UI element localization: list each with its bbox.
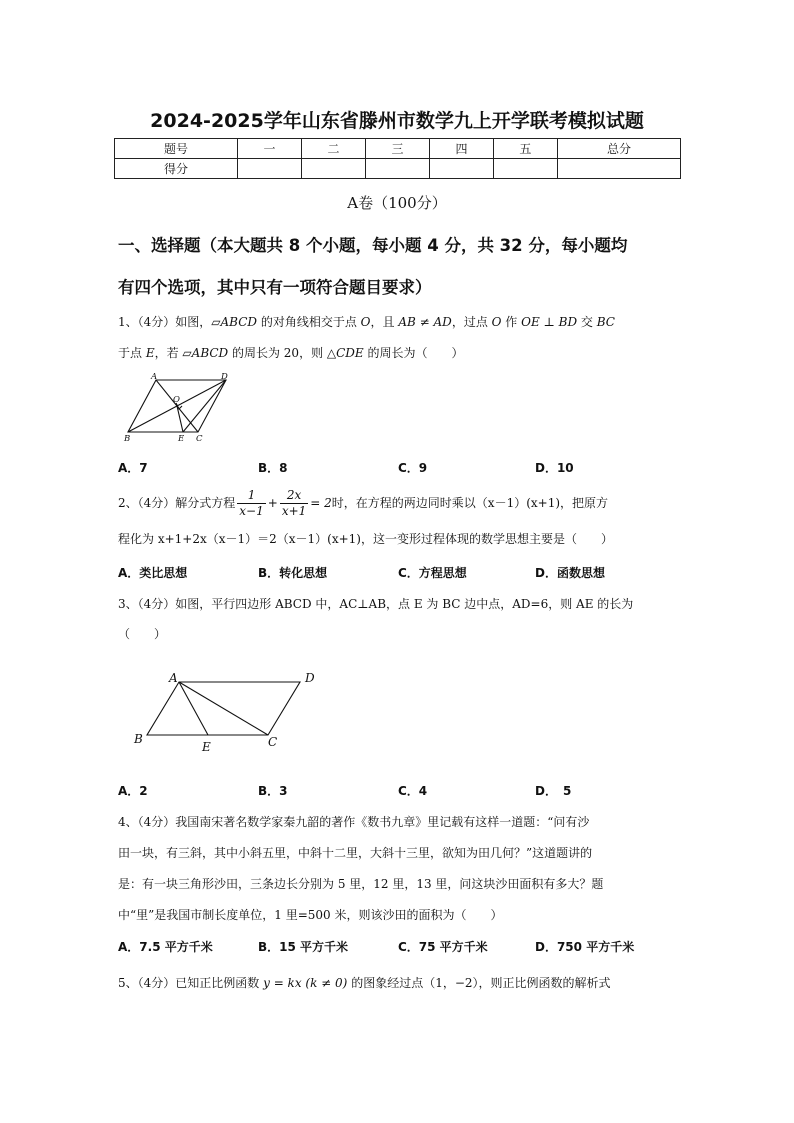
- q1-cde: △CDE: [326, 346, 364, 360]
- q1-text: 的周长为（ ）: [363, 346, 464, 360]
- q4-line2: 田一块，有三斜，其中小斜五里，中斜十二里，大斜十三里，欲知为田几何？”这道题讲的: [118, 846, 593, 860]
- q4-option-d[interactable]: D．750 平方千米: [535, 940, 635, 954]
- q1-label-o: O: [173, 395, 180, 405]
- q3-label-b: B: [134, 732, 143, 746]
- q5-text: 的图象经过点（1，−2），则正比例函数的解析式: [347, 976, 611, 990]
- q4-option-c[interactable]: C．75 平方千米: [398, 940, 488, 954]
- q2-option-d[interactable]: D．函数思想: [535, 566, 605, 580]
- q3-segment-ae: [179, 682, 208, 735]
- q2-f1-den: x−1: [239, 504, 264, 518]
- score-cell: [493, 159, 557, 179]
- q1-abcd: ▱ABCD: [182, 346, 229, 360]
- q1-option-c[interactable]: C．9: [398, 461, 428, 475]
- q5-line1: [118, 975, 684, 991]
- exam-title: 2024-2025学年山东省滕州市数学九上开学联考模拟试题: [150, 110, 644, 132]
- q3-label-a: A: [169, 671, 178, 685]
- part1-heading-line1: 一、选择题（本大题共 8 个小题，每小题 4 分，共 32 分，每小题均: [118, 236, 628, 255]
- q1-oe-perp-bd: OE ⊥ BD: [521, 315, 578, 329]
- q1-prefix: 1、（4分）如图，: [118, 315, 212, 329]
- q3-line1: 3、（4分）如图，平行四边形 ABCD 中，AC⊥AB，点 E 为 BC 边中点，AD=6，则 AE 的长为: [118, 597, 634, 611]
- score-table-score-row: [115, 159, 681, 179]
- q1-option-a[interactable]: A．7: [118, 461, 148, 475]
- q1-text: 的对角线相交于点: [257, 315, 361, 329]
- q1-text: 于点: [118, 346, 146, 360]
- q3-option-c[interactable]: C．4: [398, 784, 428, 798]
- q1-text: 交: [577, 315, 597, 329]
- q5-prefix: 5、（4分）已知正比例函数: [118, 976, 264, 990]
- q1-label-b: B: [124, 434, 131, 444]
- q1-text: 作: [501, 315, 522, 329]
- q5-function: y = kx (k ≠ 0): [263, 976, 348, 990]
- q2-line2: 程化为 x+1+2x（x－1）＝2（x－1）(x+1)，这一变形过程体现的数学思想主要是（ ）: [118, 532, 613, 546]
- q3-option-b[interactable]: B．3: [258, 784, 288, 798]
- q2-f2-den: x+1: [281, 504, 307, 518]
- score-header-cell: 四: [429, 139, 493, 159]
- score-header-cell: 一: [238, 139, 302, 159]
- score-header-cell: 总分: [557, 139, 680, 159]
- q2-f1-num: 1: [237, 488, 265, 504]
- q1-abcd: ▱ABCD: [211, 315, 258, 329]
- part1-heading-line2: 有四个选项，其中只有一项符合题目要求）: [118, 278, 432, 297]
- score-table: [114, 138, 681, 179]
- q1-label-c: C: [196, 434, 203, 444]
- score-header-cell: 题号: [115, 139, 238, 159]
- q2-plus: +: [267, 496, 278, 510]
- q4-line4: 中“里”是我国市制长度单位，1 里=500 米，则该沙田的面积为（ ）: [118, 908, 503, 922]
- q3-figure: [128, 668, 328, 758]
- q1-text: ，过点: [451, 315, 492, 329]
- q1-point-o: O: [491, 315, 502, 329]
- q2-option-a[interactable]: A．类比思想: [118, 566, 188, 580]
- q2-prefix: 2、（4分）解分式方程: [118, 496, 236, 510]
- q1-bc: BC: [596, 315, 615, 329]
- q2-fraction-2: [280, 488, 308, 519]
- q4-line1: 4、（4分）我国南宋著名数学家秦九韶的著作《数书九章》里记载有这样一道题：“问有沙: [118, 815, 590, 829]
- q3-label-c: C: [268, 735, 278, 749]
- score-cell: [301, 159, 365, 179]
- q2-fraction-1: [237, 488, 265, 519]
- q1-segment-de: [183, 380, 226, 432]
- q1-line2: [118, 345, 684, 361]
- score-table-header-row: [115, 139, 681, 159]
- score-row-label: 得分: [115, 159, 238, 179]
- score-header-cell: 三: [365, 139, 429, 159]
- q1-point-e: E: [145, 346, 155, 360]
- q3-label-e: E: [202, 740, 211, 754]
- q2-f2-num: 2x: [280, 488, 308, 504]
- q4-line3: 是：有一块三角形沙田，三条边长分别为 5 里，12 里，13 里，问这块沙田面积有多大？题: [118, 877, 604, 891]
- q1-figure: [118, 370, 248, 446]
- q4-option-a[interactable]: A．7.5 平方千米: [118, 940, 213, 954]
- q3-option-d[interactable]: D． 5: [535, 784, 572, 798]
- q1-point-o: O: [360, 315, 371, 329]
- q2-line1: [118, 484, 684, 522]
- q3-label-d: D: [305, 671, 315, 685]
- q3-option-a[interactable]: A．2: [118, 784, 148, 798]
- q1-text: 的周长为 20，则: [228, 346, 327, 360]
- q4-option-b[interactable]: B．15 平方千米: [258, 940, 349, 954]
- q2-option-b[interactable]: B．转化思想: [258, 566, 328, 580]
- q1-option-b[interactable]: B．8: [258, 461, 288, 475]
- q2-eq: = 2: [310, 496, 332, 510]
- q2-text: 时，在方程的两边同时乘以（x－1）(x+1)，把原方: [331, 496, 609, 510]
- q1-label-a: A: [151, 372, 158, 382]
- score-cell: [238, 159, 302, 179]
- q1-line1: [118, 314, 684, 330]
- q3-line2: （ ）: [118, 627, 167, 641]
- q1-text: ，若: [154, 346, 183, 360]
- q1-label-d: D: [221, 372, 228, 382]
- q1-text: ，且: [370, 315, 399, 329]
- score-cell: [557, 159, 680, 179]
- q1-label-e: E: [178, 434, 185, 444]
- score-header-cell: 五: [493, 139, 557, 159]
- score-cell: [429, 159, 493, 179]
- score-header-cell: 二: [301, 139, 365, 159]
- q1-ab-ne-ad: AB ≠ AD: [398, 315, 452, 329]
- q1-option-d[interactable]: D．10: [535, 461, 574, 475]
- section-a-heading: A卷（100分）: [347, 194, 447, 212]
- score-cell: [365, 159, 429, 179]
- q2-option-c[interactable]: C．方程思想: [398, 566, 467, 580]
- q3-diagonal-ac: [179, 682, 268, 735]
